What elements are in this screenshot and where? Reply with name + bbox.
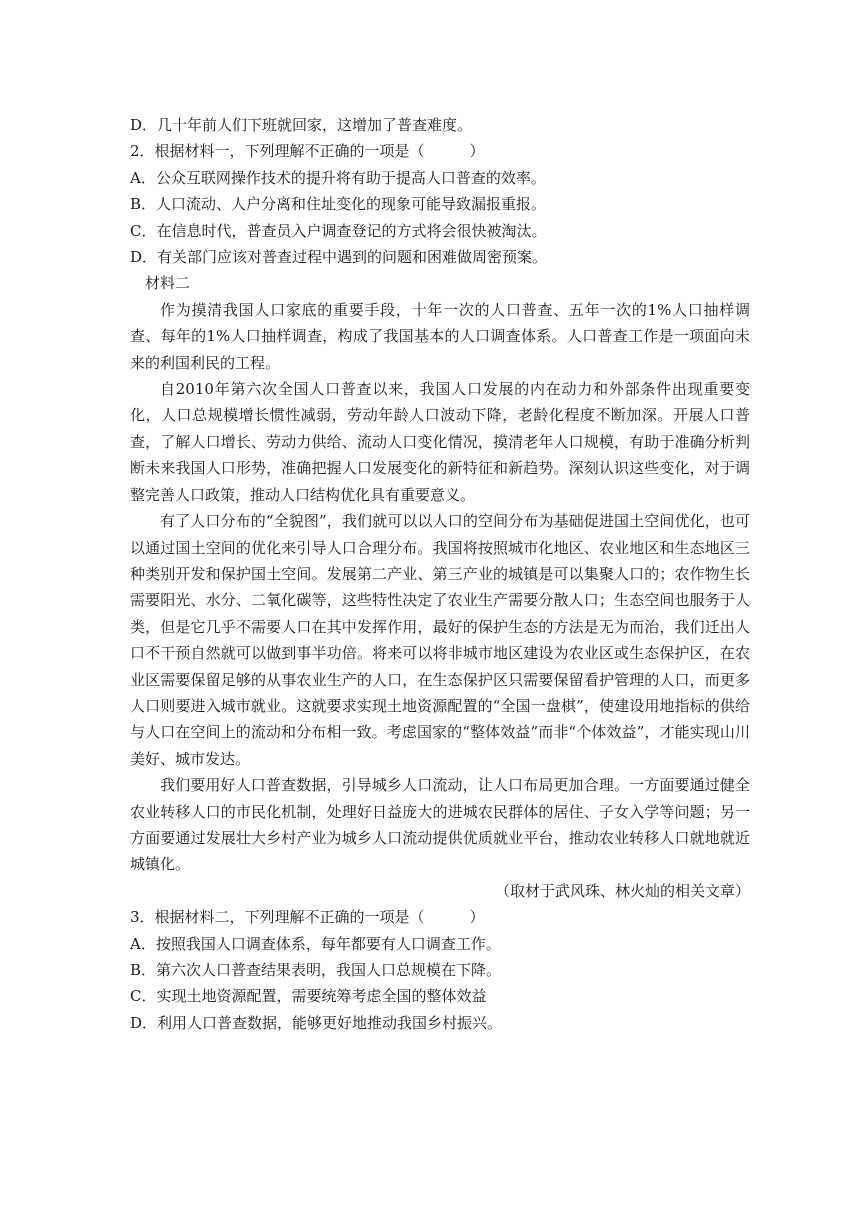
q3-option-b: B．第六次人口普查结果表明，我国人口总规模在下降。 xyxy=(130,961,502,979)
q2-option-b: B．人口流动、人户分离和住址变化的现象可能导致漏报重报。 xyxy=(130,195,547,214)
q3-option-d: D．利用人口普查数据，能够更好地推动我国乡村振兴。 xyxy=(130,1013,503,1032)
q2-stem: 2．根据材料一，下列理解不正确的一项是（ ） xyxy=(130,142,485,161)
material2-paragraph-3: 有了人口分布的“全貌图”，我们就可以以人口的空间分布为基础促进国土空间优化，也可以通过国土空间的优化来引导人口合理分布。我国将按照城市化地区、农业地区和生态地区三种类别开发和保护国土空间。发展第二产业、第三产业的城镇是可以集聚人口的；农作物生长需要阳光、水分、二氧化碳等，这些特性决定了农业生产需要分散人口；生态空间也服务于人类，但是它几乎不需要人口在其中发挥作用，最好的保护生态的方法是无为而治，我们迁出人口不干预自然就可以做到事半功倍。将来可以将非城市地区建设为农业区或生态保护区，在农业区需要保留足够的从事农业生产的人口，在生态保护区只需要保留看护管理的人口，而更多人口则要进入城市就业。这就要求实现土地资源配置的“全国一盘棋”，使建设用地指标的供给与人口在空间上的流动和分布相一致。考虑国家的“整体效益”而非“个体效益”，才能实现山川美好、城市发达。 xyxy=(130,512,750,768)
material2-paragraph-4: 我们要用好人口普查数据，引导城乡人口流动，让人口布局更加合理。一方面要通过健全农业转移人口的市民化机制，处理好日益庞大的进城农民群体的居住、子女入学等问题；另一方面要通过发展壮大乡村产业为城乡人口流动提供优质就业平台，推动农业转移人口就地就近城镇化。 xyxy=(130,776,750,874)
document-page xyxy=(130,112,750,1036)
q1-option-d: D．几十年前人们下班就回家，这增加了普查难度。 xyxy=(130,116,473,134)
material2-paragraph-1: 作为摸清我国人口家底的重要手段，十年一次的人口普查、五年一次的1%人口抽样调查、每年的1%人口抽样调查，构成了我国基本的人口调查体系。人口普查工作是一项面向未来的利国利民的工程。 xyxy=(130,300,750,372)
material2-source: （取材于武风珠、林火灿的相关文章） xyxy=(494,881,750,900)
q3-stem: 3．根据材料二，下列理解不正确的一项是（ ） xyxy=(130,908,485,927)
q2-option-c: C．在信息时代，普查员入户调查登记的方式将会很快被淘汰。 xyxy=(130,221,547,240)
q3-option-c: C．实现土地资源配置，需要统筹考虑全国的整体效益 xyxy=(130,987,487,1006)
q2-option-d: D．有关部门应该对普查过程中遇到的问题和困难做周密预案。 xyxy=(130,248,548,267)
q3-option-a: A．按照我国人口调查体系，每年都要有人口调查工作。 xyxy=(130,934,501,953)
material2-label: 材料二 xyxy=(145,274,191,293)
material2-paragraph-2: 自2010年第六次全国人口普查以来，我国人口发展的内在动力和外部条件出现重要变化，人口总规模增长惯性减弱，劳动年龄人口波动下降，老龄化程度不断加深。开展人口普查，了解人口增长、劳动力供给、流动人口变化情况，摸清老年人口规模，有助于准确分析判断未来我国人口形势，准确把握人口发展变化的新特征和新趋势。深刻认识这些变化，对于调整完善人口政策，推动人口结构优化具有重要意义。 xyxy=(130,380,750,504)
q2-option-a: A．公众互联网操作技术的提升将有助于提高人口普查的效率。 xyxy=(130,168,546,187)
